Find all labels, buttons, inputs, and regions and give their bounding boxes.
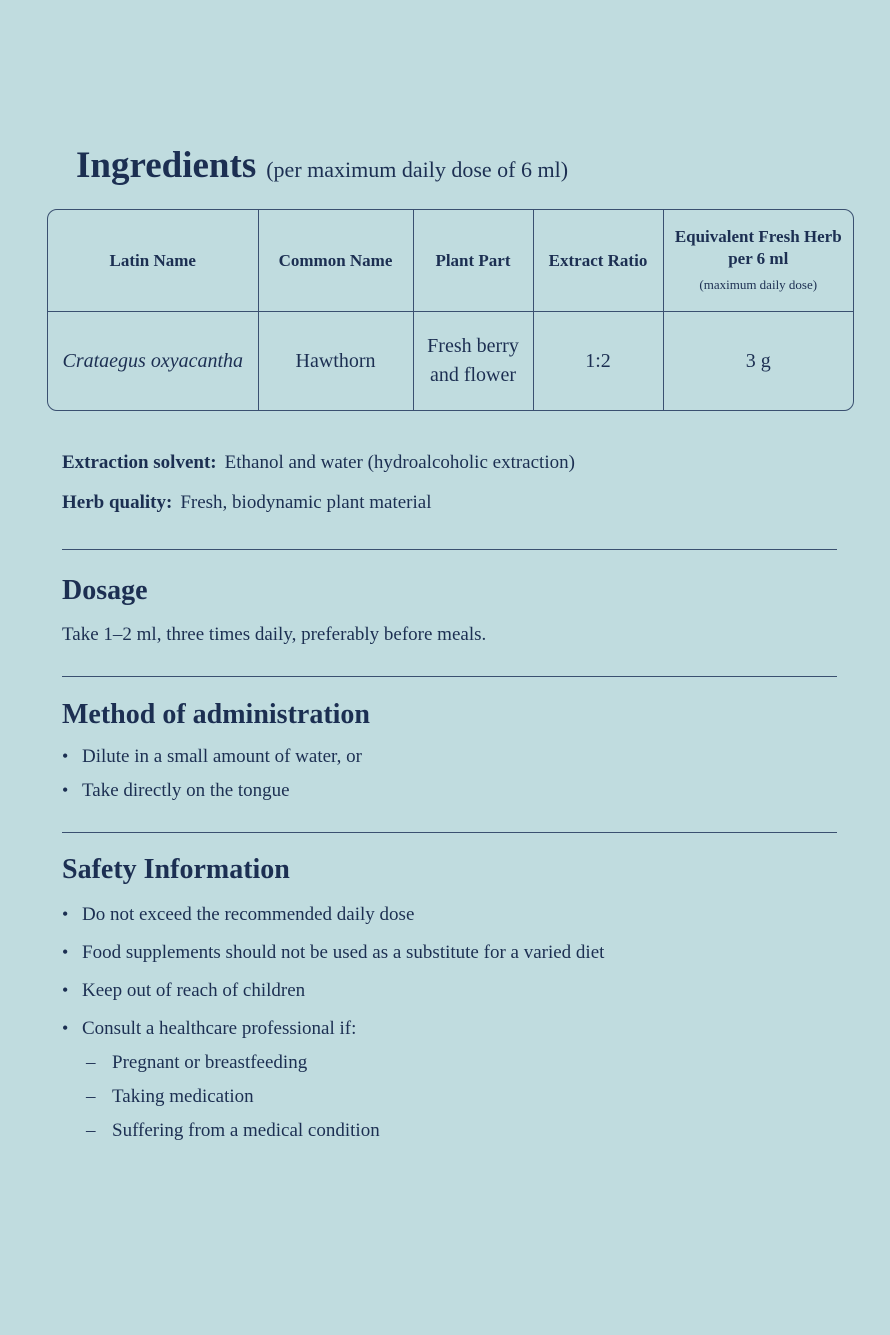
table-header-row bbox=[48, 210, 853, 312]
divider bbox=[62, 676, 837, 677]
ingredients-table bbox=[47, 209, 854, 411]
cell-plant-part-line1: Fresh berry bbox=[427, 335, 519, 357]
dash-icon: – bbox=[86, 1086, 96, 1107]
list-item-text: Take directly on the tongue bbox=[82, 780, 290, 801]
bullet-icon: • bbox=[62, 1018, 69, 1038]
list-item-text: Food supplements should not be used as a substitute for a varied diet bbox=[82, 942, 605, 963]
list-item-text: Keep out of reach of children bbox=[82, 980, 306, 1001]
herb-quality-value: Fresh, biodynamic plant material bbox=[180, 492, 432, 513]
list-item-text: Dilute in a small amount of water, or bbox=[82, 746, 362, 767]
sub-list-item-text: Taking medication bbox=[112, 1086, 254, 1107]
dash-icon: – bbox=[86, 1120, 96, 1141]
cell-extract-ratio: 1:2 bbox=[533, 312, 663, 411]
cell-equivalent-herb: 3 g bbox=[663, 312, 853, 411]
list-item bbox=[62, 942, 604, 964]
divider bbox=[62, 832, 837, 833]
cell-latin-name: Crataegus oxyacantha bbox=[48, 312, 258, 411]
header-equivalent-herb bbox=[663, 210, 853, 312]
bullet-icon: • bbox=[62, 780, 69, 800]
sub-list-item bbox=[86, 1052, 307, 1074]
dash-icon: – bbox=[86, 1052, 96, 1073]
cell-plant-part-line2: and flower bbox=[429, 364, 517, 386]
header-common-name: Common Name bbox=[258, 210, 413, 312]
list-item bbox=[62, 780, 290, 802]
herb-quality bbox=[62, 492, 431, 514]
sub-list-item bbox=[86, 1086, 254, 1108]
ingredients-subtitle: (per maximum daily dose of 6 ml) bbox=[266, 157, 569, 182]
dosage-title: Dosage bbox=[62, 575, 148, 606]
sub-list-item-text: Pregnant or breastfeeding bbox=[112, 1052, 308, 1073]
header-latin-name: Latin Name bbox=[48, 210, 258, 312]
header-equivalent-herb-note: (maximum daily dose) bbox=[699, 276, 818, 292]
bullet-icon: • bbox=[62, 942, 69, 962]
list-item bbox=[62, 1018, 356, 1040]
list-item-text: Consult a healthcare professional if: bbox=[82, 1018, 357, 1039]
list-item bbox=[62, 980, 305, 1002]
herb-quality-label: Herb quality: bbox=[62, 492, 173, 513]
header-extract-ratio: Extract Ratio bbox=[533, 210, 663, 312]
sub-list-item-text: Suffering from a medical condition bbox=[112, 1120, 380, 1141]
header-plant-part: Plant Part bbox=[413, 210, 533, 312]
sub-list-item bbox=[86, 1120, 380, 1142]
extraction-solvent bbox=[62, 452, 575, 474]
list-item bbox=[62, 904, 414, 926]
bullet-icon: • bbox=[62, 746, 69, 766]
list-item-text: Do not exceed the recommended daily dose bbox=[82, 904, 415, 925]
ingredients-title: Ingredients bbox=[76, 145, 257, 186]
ingredients-heading bbox=[76, 144, 568, 187]
cell-common-name: Hawthorn bbox=[258, 312, 413, 411]
dosage-text: Take 1–2 ml, three times daily, preferably before meals. bbox=[62, 624, 487, 645]
list-item bbox=[62, 746, 362, 768]
bullet-icon: • bbox=[62, 904, 69, 924]
table-row bbox=[48, 312, 853, 411]
extraction-solvent-value: Ethanol and water (hydroalcoholic extraction) bbox=[224, 452, 575, 473]
extraction-solvent-label: Extraction solvent: bbox=[62, 452, 217, 473]
header-equivalent-herb-label: Equivalent Fresh Herb per 6 ml bbox=[674, 226, 842, 268]
cell-plant-part bbox=[413, 312, 533, 411]
safety-title: Safety Information bbox=[62, 854, 290, 885]
bullet-icon: • bbox=[62, 980, 69, 1000]
method-title: Method of administration bbox=[62, 699, 370, 730]
divider bbox=[62, 549, 837, 550]
